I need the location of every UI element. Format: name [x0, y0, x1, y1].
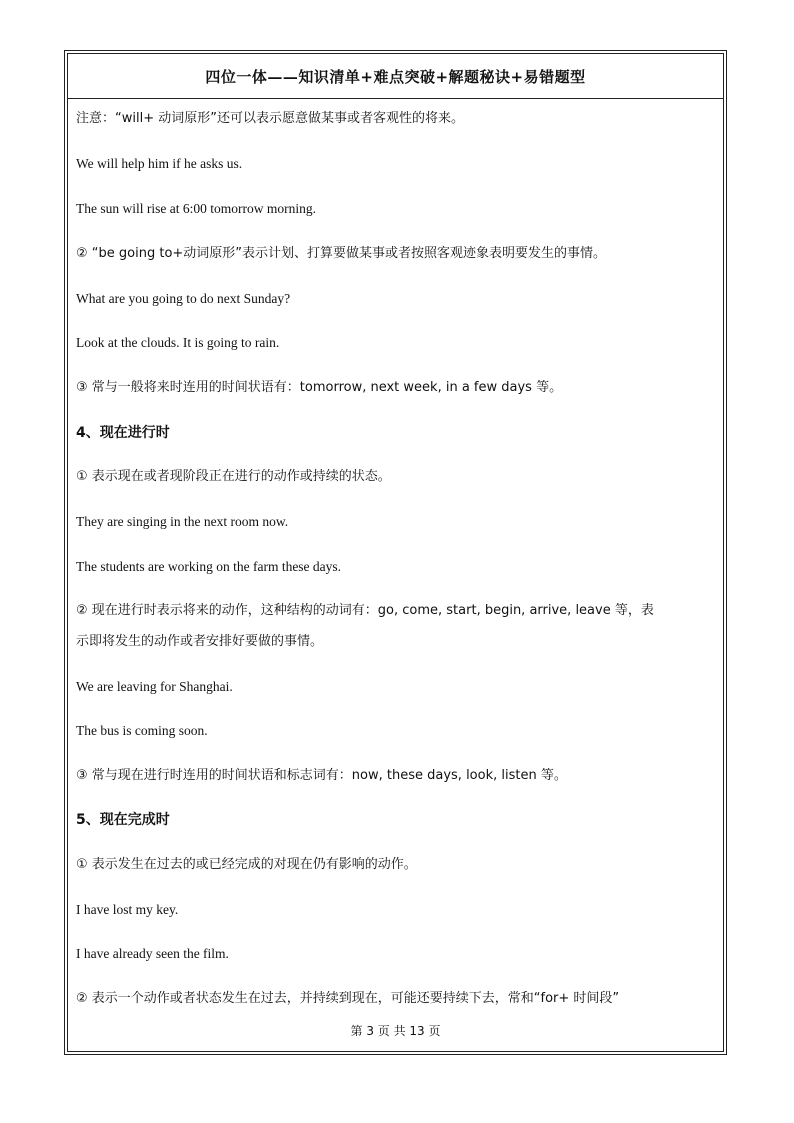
- example-sentence: Look at the clouds. It is going to rain.: [76, 335, 280, 350]
- example-sentence: They are singing in the next room now.: [76, 514, 289, 529]
- example-sentence: The students are working on the farm these days.: [76, 559, 342, 574]
- rule-item: ① 表示现在或者现阶段正在进行的动作或持续的状态。: [76, 469, 391, 484]
- page-inner-border: [67, 53, 724, 1052]
- example-sentence: The bus is coming soon.: [76, 723, 208, 738]
- text-line: 注意：“will+ 动词原形”还可以表示愿意做某事或者客观性的将来。: [76, 111, 464, 126]
- rule-item: ② 现在进行时表示将来的动作，这种结构的动词有：go, come, start, begin, arrive, leave 等，表: [76, 603, 654, 618]
- example-sentence: We are leaving for Shanghai.: [76, 679, 233, 694]
- section-heading: 4、现在进行时: [76, 425, 170, 441]
- example-sentence: I have lost my key.: [76, 902, 179, 917]
- example-sentence: What are you going to do next Sunday?: [76, 291, 291, 306]
- example-sentence: We will help him if he asks us.: [76, 156, 243, 171]
- rule-item: ③ 常与一般将来时连用的时间状语有：tomorrow, next week, in a few days 等。: [76, 380, 563, 395]
- page-frame: [64, 50, 727, 1055]
- page-number: 第 3 页 共 13 页: [350, 1024, 441, 1038]
- example-sentence: I have already seen the film.: [76, 946, 229, 961]
- section-heading: 5、现在完成时: [76, 812, 170, 828]
- rule-item: ① 表示发生在过去的或已经完成的对现在仍有影响的动作。: [76, 857, 417, 872]
- header-divider: [68, 98, 723, 99]
- example-sentence: The sun will rise at 6:00 tomorrow morning.: [76, 201, 316, 216]
- page-header-title: 四位一体——知识清单+难点突破+解题秘诀+易错题型: [205, 68, 586, 86]
- rule-item-continued: 示即将发生的动作或者安排好要做的事情。: [76, 634, 324, 649]
- rule-item: ② 表示一个动作或者状态发生在过去，并持续到现在，可能还要持续下去，常和“for+ 时间段”: [76, 991, 620, 1006]
- rule-item: ③ 常与现在进行时连用的时间状语和标志词有：now, these days, look, listen 等。: [76, 768, 567, 783]
- rule-item: ② “be going to+动词原形”表示计划、打算要做某事或者按照客观迹象表明要发生的事情。: [76, 246, 607, 261]
